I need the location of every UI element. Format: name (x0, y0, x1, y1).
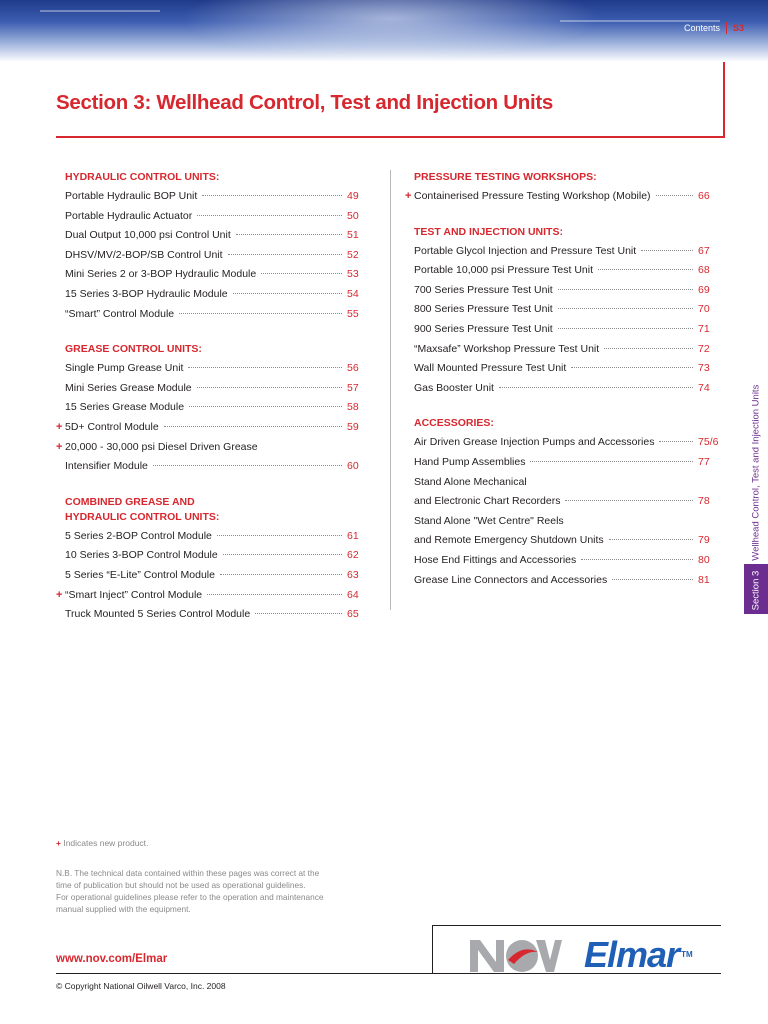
toc-entry-label: Truck Mounted 5 Series Control Module (65, 608, 251, 621)
toc-page-number: 63 (347, 568, 359, 581)
toc-page-number: 79 (698, 534, 710, 547)
banner-glow (180, 0, 600, 62)
toc-page-number: 57 (347, 381, 359, 394)
toc-section-heading-line: TEST AND INJECTION UNITS: (414, 225, 563, 238)
toc-entry-label: 700 Series Pressure Test Unit (414, 283, 553, 296)
toc-page-number: 50 (347, 209, 359, 222)
toc-entry-label: 20,000 - 30,000 psi Diesel Driven Grease (65, 440, 258, 453)
toc-page-number: 51 (347, 229, 359, 242)
new-product-marker: + (56, 420, 63, 433)
toc-page-number: 53 (347, 268, 359, 281)
toc-entry-label: and Remote Emergency Shutdown Units (414, 534, 604, 547)
toc-entry[interactable] (405, 382, 720, 402)
toc-right-column (405, 170, 720, 593)
toc-entry-label: Hand Pump Assemblies (414, 455, 526, 468)
elmar-logo-text: Elmar (584, 934, 680, 975)
toc-dot-leader (659, 441, 693, 442)
toc-dot-leader (612, 579, 693, 580)
new-product-note-text: Indicates new product. (63, 838, 149, 848)
toc-entry-label: Single Pump Grease Unit (65, 362, 184, 375)
toc-entry[interactable] (56, 249, 361, 269)
toc-section-heading (56, 342, 361, 357)
toc-page-number: 54 (347, 287, 359, 300)
toc-dot-leader (530, 461, 693, 462)
toc-entry-label: Grease Line Connectors and Accessories (414, 573, 608, 586)
toc-page-number: 61 (347, 529, 359, 542)
toc-page-number: 60 (347, 460, 359, 473)
new-product-marker: + (56, 838, 61, 848)
toc-dot-leader (499, 387, 693, 388)
toc-dot-leader (656, 195, 693, 196)
toc-entry-label: Mini Series Grease Module (65, 381, 192, 394)
toc-entry[interactable] (56, 229, 361, 249)
toc-dot-leader (202, 195, 342, 196)
toc-dot-leader (641, 250, 693, 251)
toc-entry[interactable] (56, 308, 361, 328)
toc-entry[interactable] (56, 268, 361, 288)
toc-entry[interactable] (56, 569, 361, 589)
toc-entry[interactable] (405, 190, 720, 210)
toc-entry-label: 5 Series 2-BOP Control Module (65, 529, 212, 542)
toc-entry-label: 800 Series Pressure Test Unit (414, 303, 553, 316)
toc-entry-label: “Maxsafe” Workshop Pressure Test Unit (414, 342, 600, 355)
toc-entry-label: Portable 10,000 psi Pressure Test Unit (414, 264, 593, 277)
footer-rule-vertical (432, 925, 433, 973)
toc-page-number: 73 (698, 362, 710, 375)
toc-entry-label: Portable Hydraulic BOP Unit (65, 190, 198, 202)
toc-entry-label: Dual Output 10,000 psi Control Unit (65, 229, 231, 242)
toc-section-heading-line: PRESSURE TESTING WORKSHOPS: (414, 171, 597, 183)
toc-entry-label: Portable Glycol Injection and Pressure Test Unit (414, 244, 637, 257)
toc-entry[interactable] (405, 515, 720, 535)
toc-entry-label: Hose End Fittings and Accessories (414, 553, 577, 566)
toc-entry-label: Air Driven Grease Injection Pumps and Accessories (414, 436, 655, 449)
toc-entry[interactable] (56, 421, 361, 441)
toc-dot-leader (558, 308, 693, 309)
column-divider (390, 170, 391, 610)
toc-page-number: 69 (698, 283, 710, 296)
toc-dot-leader (179, 313, 342, 314)
toc-page-number: 70 (698, 303, 710, 316)
disclaimer-note (56, 867, 346, 915)
banner-streak (40, 10, 160, 12)
side-section-number: Section 3 (750, 570, 762, 610)
toc-page-number: 67 (698, 244, 710, 257)
toc-dot-leader (598, 269, 693, 270)
toc-entry[interactable] (405, 284, 720, 304)
toc-page-number: 80 (698, 553, 710, 566)
toc-entry-label: 5D+ Control Module (65, 420, 159, 433)
toc-dot-leader (153, 465, 342, 466)
toc-entry-label: Stand Alone "Wet Centre" Reels (414, 514, 564, 527)
toc-entry-label: 15 Series Grease Module (65, 401, 185, 414)
toc-section-heading (405, 170, 720, 185)
copyright-text: © Copyright National Oilwell Varco, Inc. 2008 (56, 981, 226, 991)
elmar-logo (584, 936, 693, 974)
toc-entry-label: 5 Series “E-Lite” Control Module (65, 568, 215, 581)
toc-entry[interactable] (56, 589, 361, 609)
section-code: S3 (732, 23, 744, 33)
toc-section-heading (56, 495, 361, 525)
toc-entry[interactable] (405, 456, 720, 476)
toc-page-number: 59 (347, 420, 359, 433)
toc-entry-label: DHSV/MV/2-BOP/SB Control Unit (65, 248, 223, 261)
toc-page-number: 66 (698, 190, 710, 202)
toc-entry-label: Portable Hydraulic Actuator (65, 209, 193, 222)
toc-dot-leader (217, 535, 342, 536)
toc-page-number: 78 (698, 495, 710, 508)
new-product-note (56, 838, 148, 848)
toc-entry-label: Gas Booster Unit (414, 381, 494, 394)
toc-entry[interactable] (56, 549, 361, 569)
header-banner (0, 0, 768, 62)
disclaimer-line: time of publication but should not be used as operational guidelines. (56, 880, 306, 890)
disclaimer-line: N.B. The technical data contained within these pages was correct at the (56, 868, 320, 878)
toc-dot-leader (228, 254, 342, 255)
toc-page-number: 64 (347, 588, 359, 601)
toc-dot-leader (197, 387, 342, 388)
disclaimer-line: manual supplied with the equipment. (56, 904, 191, 914)
toc-page-number: 75/6 (698, 436, 719, 449)
toc-entry-label: 900 Series Pressure Test Unit (414, 322, 553, 335)
side-section-label (744, 380, 768, 614)
toc-section-heading-line: COMBINED GREASE AND (65, 495, 195, 508)
toc-entry[interactable] (56, 608, 361, 628)
toc-entry[interactable] (56, 460, 361, 480)
nov-logo (468, 938, 562, 974)
toc-dot-leader (604, 348, 693, 349)
new-product-marker: + (405, 190, 412, 202)
toc-entry[interactable] (56, 210, 361, 230)
toc-page-number: 55 (347, 307, 359, 320)
toc-entry-label: and Electronic Chart Recorders (414, 495, 561, 508)
toc-section-heading (405, 416, 720, 431)
toc-dot-leader (188, 367, 342, 368)
toc-dot-leader (565, 500, 693, 501)
toc-page-number: 68 (698, 264, 710, 277)
toc-page-number: 65 (347, 608, 359, 621)
toc-entry[interactable] (405, 495, 720, 515)
toc-entry[interactable] (56, 441, 361, 461)
toc-page-number: 77 (698, 455, 710, 468)
toc-page-number: 81 (698, 573, 710, 586)
title-rule-horizontal (56, 136, 725, 138)
toc-page-number: 49 (347, 190, 359, 202)
toc-dot-leader (609, 539, 693, 540)
toc-dot-leader (558, 289, 693, 290)
toc-entry[interactable] (56, 362, 361, 382)
toc-dot-leader (189, 406, 342, 407)
footer-url-link[interactable]: www.nov.com/Elmar (56, 953, 168, 965)
contents-link[interactable]: Contents (683, 23, 720, 33)
toc-entry[interactable] (405, 476, 720, 496)
toc-dot-leader (233, 293, 342, 294)
toc-entry[interactable] (405, 362, 720, 382)
toc-section-heading (56, 170, 361, 185)
toc-entry-label: 10 Series 3-BOP Control Module (65, 549, 218, 562)
toc-dot-leader (558, 328, 693, 329)
toc-dot-leader (197, 215, 342, 216)
toc-entry[interactable] (405, 323, 720, 343)
toc-page-number: 71 (698, 322, 710, 335)
toc-entry-label: “Smart Inject” Control Module (65, 588, 203, 601)
toc-entry[interactable] (56, 288, 361, 308)
toc-page-number: 52 (347, 248, 359, 261)
toc-dot-leader (255, 613, 342, 614)
title-rule-vertical (723, 62, 725, 138)
toc-section-heading-line: HYDRAULIC CONTROL UNITS: (65, 171, 220, 183)
toc-dot-leader (223, 554, 342, 555)
toc-entry-label: Intensifier Module (65, 460, 148, 473)
toc-entry[interactable] (405, 303, 720, 323)
toc-dot-leader (207, 594, 342, 595)
toc-entry[interactable] (56, 382, 361, 402)
side-section-title: Wellhead Control, Test and Injection Units (750, 384, 762, 561)
disclaimer-line: For operational guidelines please refer to the operation and maintenance (56, 892, 324, 902)
toc-section-heading-line: GREASE CONTROL UNITS: (65, 343, 202, 356)
toc-entry-label: Containerised Pressure Testing Workshop (Mobile) (414, 190, 651, 202)
toc-entry[interactable] (405, 534, 720, 554)
toc-page-number: 72 (698, 342, 710, 355)
toc-dot-leader (571, 367, 693, 368)
toc-page-number: 74 (698, 381, 710, 394)
toc-entry-label: 15 Series 3-BOP Hydraulic Module (65, 287, 228, 300)
toc-dot-leader (236, 234, 342, 235)
toc-entry[interactable] (56, 401, 361, 421)
toc-entry[interactable] (405, 264, 720, 284)
toc-entry[interactable] (405, 436, 720, 456)
toc-entry[interactable] (56, 530, 361, 550)
toc-section-heading-line: ACCESSORIES: (414, 417, 494, 430)
toc-page-number: 58 (347, 401, 359, 414)
toc-entry[interactable] (405, 554, 720, 574)
toc-entry-label: Wall Mounted Pressure Test Unit (414, 362, 567, 375)
toc-entry-label: Stand Alone Mechanical (414, 475, 527, 488)
elmar-trademark: TM (681, 950, 693, 959)
nav-divider (726, 22, 727, 34)
toc-dot-leader (220, 574, 342, 575)
toc-section-heading (405, 225, 720, 240)
toc-entry[interactable] (56, 190, 361, 210)
top-nav (684, 22, 744, 34)
toc-dot-leader (261, 273, 342, 274)
page-title: Section 3: Wellhead Control, Test and Injection Units (56, 91, 554, 114)
toc-dot-leader (164, 426, 342, 427)
toc-page-number: 62 (347, 549, 359, 562)
toc-entry-label: Mini Series 2 or 3-BOP Hydraulic Module (65, 268, 257, 281)
footer-rule-top (432, 925, 721, 926)
toc-entry-label: “Smart” Control Module (65, 307, 175, 320)
toc-page-number: 56 (347, 362, 359, 375)
new-product-marker: + (56, 440, 63, 453)
toc-section-heading-line: HYDRAULIC CONTROL UNITS: (65, 510, 220, 523)
toc-entry[interactable] (405, 574, 720, 594)
toc-entry[interactable] (405, 245, 720, 265)
new-product-marker: + (56, 588, 63, 601)
toc-dot-leader (581, 559, 693, 560)
toc-left-column (56, 170, 361, 628)
toc-entry[interactable] (405, 343, 720, 363)
